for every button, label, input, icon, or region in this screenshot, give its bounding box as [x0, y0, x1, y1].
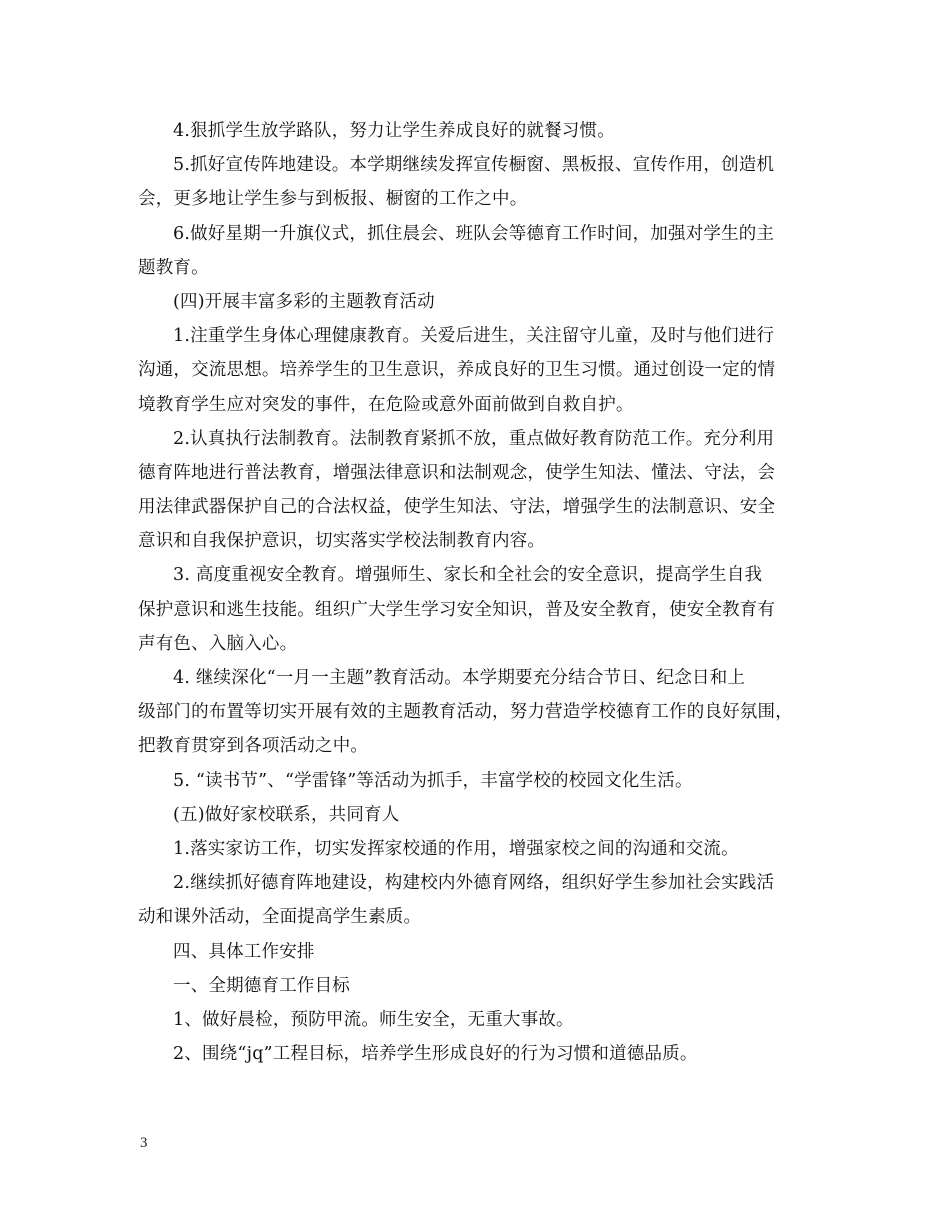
- text-line: 意识和自我保护意识，切实落实学校法制教育内容。: [138, 531, 546, 552]
- text-line: 4.狠抓学生放学路队，努力让学生养成良好的就餐习惯。: [173, 121, 615, 141]
- text-line: 3. 高度重视安全教育。增强师生、家长和全社会的安全意识，提高学生自我: [173, 565, 763, 586]
- text-line: 声有色、入脑入心。: [138, 633, 298, 654]
- text-line: 2.继续抓好德育阵地建设，构建校内外德育网络，组织好学生参加社会实践活: [173, 873, 775, 894]
- text-line: 一、全期德育工作目标: [173, 975, 350, 996]
- text-line: 德育阵地进行普法教育，增强法律意识和法制观念，使学生知法、懂法、守法，会: [138, 462, 776, 483]
- text-line: 1.落实家访工作，切实发挥家校通的作用，增强家校之间的沟通和交流。: [173, 838, 739, 859]
- text-line: 5.抓好宣传阵地建设。本学期继续发挥宣传橱窗、黑板报、宣传作用，创造机: [173, 155, 775, 176]
- text-line: 用法律武器保护自己的合法权益，使学生知法、守法，增强学生的法制意识、安全: [138, 497, 776, 518]
- document-body: [138, 114, 822, 1071]
- text-line: 2.认真执行法制教育。法制教育紧抓不放，重点做好教育防范工作。充分利用: [173, 428, 775, 449]
- text-line: 境教育学生应对突发的事件，在危险或意外面前做到自救自护。: [138, 394, 634, 415]
- text-line: 6.做好星期一升旗仪式，抓住晨会、班队会等德育工作时间，加强对学生的主: [173, 223, 775, 244]
- text-line: 沟通，交流思想。培养学生的卫生意识，养成良好的卫生习惯。通过创设一定的情: [138, 360, 776, 381]
- text-line: 会，更多地让学生参与到板报、橱窗的工作之中。: [138, 189, 528, 210]
- text-line: (四)开展丰富多彩的主题教育活动: [173, 291, 435, 312]
- text-line: 4. 继续深化“一月一主题”教育活动。本学期要充分结合节日、纪念日和上: [173, 668, 746, 688]
- text-line: 动和课外活动，全面提高学生素质。: [138, 907, 422, 928]
- text-line: 题教育。: [138, 257, 209, 278]
- text-line: (五)做好家校联系，共同育人: [173, 804, 400, 825]
- text-line: 2、围绕“jq”工程目标，培养学生形成良好的行为习惯和道德品质。: [173, 1044, 698, 1065]
- text-line: 5. “读书节”、“学雷锋”等活动为抓手，丰富学校的校园文化生活。: [173, 770, 693, 791]
- text-line: 1.注重学生身体心理健康教育。关爱后进生，关注留守儿童，及时与他们进行: [173, 326, 775, 347]
- text-line: 四、具体工作安排: [173, 941, 315, 962]
- text-line: 级部门的布置等切实开展有效的主题教育活动，努力营造学校德育工作的良好氛围，: [138, 702, 793, 723]
- page-number: 3: [140, 1135, 148, 1151]
- text-line: 把教育贯穿到各项活动之中。: [138, 736, 369, 757]
- text-line: 1、做好晨检，预防甲流。师生安全，无重大事故。: [173, 1009, 574, 1030]
- text-line: 保护意识和逃生技能。组织广大学生学习安全知识，普及安全教育，使安全教育有: [138, 599, 776, 620]
